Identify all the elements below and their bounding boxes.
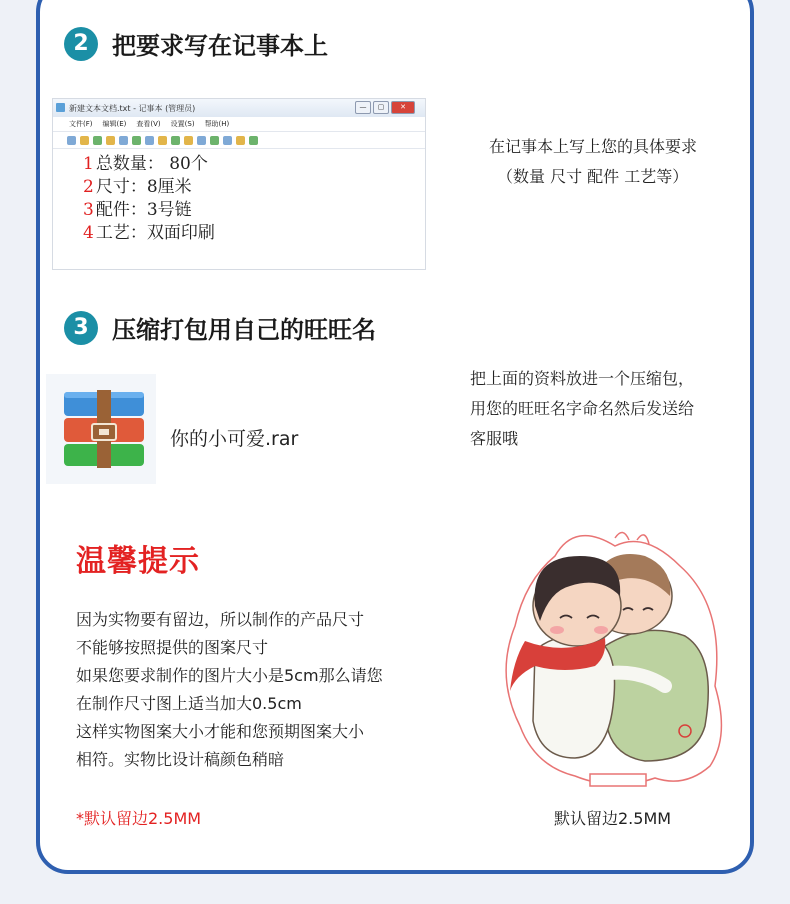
redo-icon[interactable] (119, 136, 128, 145)
zoom-in-icon[interactable] (197, 136, 206, 145)
step-3-note (470, 364, 694, 454)
zoom-out-icon[interactable] (210, 136, 219, 145)
margin-note: 默认留边2.5MM (554, 809, 672, 828)
tips-line: 因为实物要有留边，所以制作的产品尺寸 (76, 610, 365, 629)
step-3-note-line: 客服哦 (470, 429, 519, 448)
tips-title: 温馨提示 (76, 544, 200, 579)
step-3-note-line: 用您的旺旺名字命名然后发送给 (470, 399, 695, 418)
step-2-title: 把要求写在记事本上 (112, 32, 328, 60)
step-2-note-line: （数量 尺寸 配件 工艺等） (497, 167, 689, 186)
open-folder-icon[interactable] (80, 136, 89, 145)
settings-icon[interactable] (249, 136, 258, 145)
rar-filename: 你的小可爱.rar (170, 428, 299, 450)
step-3-note-line: 把上面的资料放进一个压缩包， (470, 369, 695, 388)
line-text: 工艺：双面印刷 (95, 223, 215, 243)
notepad-text-area[interactable] (53, 149, 425, 245)
tips-line: 不能够按照提供的图案尺寸 (76, 638, 269, 657)
undo-icon[interactable] (106, 136, 115, 145)
acrylic-stand-illustration (495, 526, 745, 796)
save-icon[interactable] (93, 136, 102, 145)
paste-icon[interactable] (158, 136, 167, 145)
tips-line: 在制作尺寸图上适当加大0.5cm (76, 694, 302, 713)
wrap-icon[interactable] (223, 136, 232, 145)
tips-line: 相符。实物比设计稿颜色稍暗 (76, 750, 285, 769)
tips-line: 这样实物图案大小才能和您预期图案大小 (76, 722, 365, 741)
line-number: 4 (83, 223, 94, 243)
line-number: 2 (83, 177, 94, 197)
window-controls (355, 101, 415, 114)
step-2-header (64, 26, 328, 61)
line-number: 3 (83, 200, 94, 220)
line-text: 尺寸：8厘米 (95, 177, 192, 197)
menu-help[interactable]: 帮助(H) (204, 120, 230, 128)
notepad-line (83, 176, 425, 199)
menu-view[interactable]: 查看(V) (136, 120, 161, 128)
notepad-line (83, 153, 425, 176)
notepad-window-title: 新建文本文档.txt - 记事本 (管理员) (69, 103, 196, 113)
step-3-title: 压缩打包用自己的旺旺名 (112, 316, 376, 344)
find-icon[interactable] (171, 136, 180, 145)
cut-icon[interactable] (132, 136, 141, 145)
winrar-archive-icon[interactable] (46, 374, 156, 484)
line-number: 1 (83, 154, 94, 174)
line-text: 配件：3号链 (95, 200, 192, 220)
step-2-badge: 2 (64, 27, 98, 61)
new-file-icon[interactable] (67, 136, 76, 145)
copy-icon[interactable] (145, 136, 154, 145)
line-text: 总数量： 80个 (95, 154, 208, 174)
check-icon[interactable] (236, 136, 245, 145)
notepad-menubar (53, 117, 425, 132)
notepad-titlebar (53, 99, 425, 117)
notepad-screenshot (52, 98, 426, 270)
menu-edit[interactable]: 编辑(E) (102, 120, 127, 128)
notepad-line (83, 199, 425, 222)
tips-body (76, 606, 383, 774)
margin-note-red: *默认留边2.5MM (76, 809, 202, 828)
minimize-button[interactable]: — (355, 101, 371, 114)
close-button[interactable]: ✕ (391, 101, 415, 114)
menu-file[interactable]: 文件(F) (69, 120, 93, 128)
step-2-note-line: 在记事本上写上您的具体要求 (489, 137, 698, 156)
menu-settings[interactable]: 设置(S) (170, 120, 195, 128)
maximize-button[interactable]: ▢ (373, 101, 389, 114)
notepad-icon (56, 103, 65, 112)
notepad-line (83, 222, 425, 245)
step-2-note (489, 132, 697, 192)
notepad-toolbar (53, 132, 425, 149)
step-3-header (64, 310, 376, 345)
replace-icon[interactable] (184, 136, 193, 145)
step-3-badge: 3 (64, 311, 98, 345)
tips-line: 如果您要求制作的图片大小是5cm那么请您 (76, 666, 383, 685)
